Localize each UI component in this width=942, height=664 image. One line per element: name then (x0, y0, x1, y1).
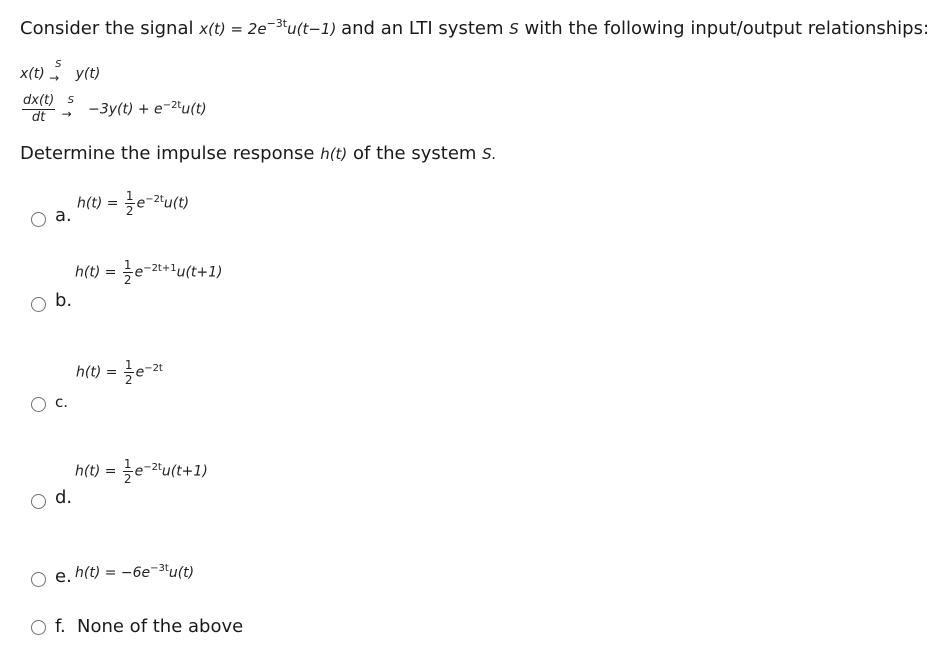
frac-den: 2 (124, 373, 133, 387)
option-c-formula (76, 359, 163, 386)
frac-num: 1 (123, 258, 132, 272)
option-b-formula (75, 259, 223, 286)
option-c-letter: c. (55, 393, 69, 411)
option-f-text: None of the above (77, 616, 244, 637)
arrow-label: S (55, 59, 62, 70)
fraction-denominator: dt (31, 110, 46, 125)
option-b-lhs: h(t) = (75, 264, 121, 281)
option-e-letter: e. (55, 566, 72, 587)
option-b-tail: u(t+1) (176, 264, 223, 281)
option-d-formula (75, 458, 208, 485)
option-c-fraction (124, 359, 134, 386)
option-a-base: e (136, 195, 146, 212)
intro-text-a: Consider the signal (20, 18, 194, 39)
arrow-label-2: S (67, 94, 74, 106)
option-e-exponent: −3t (150, 563, 169, 574)
relationship-2 (20, 94, 207, 125)
prompt-h: h(t) (320, 145, 348, 163)
option-c-base: e (135, 364, 145, 381)
option-c-exponent: −2t (144, 362, 163, 374)
signal-lhs: x(t) = 2e (199, 20, 267, 38)
frac-den: 2 (125, 204, 134, 218)
intro-text-c: with the following input/output relationships: (524, 18, 930, 39)
option-e-lhs: h(t) = −6e (75, 565, 151, 581)
option-d-base: e (134, 463, 144, 480)
option-f-letter: f. (55, 616, 66, 637)
question-line-1 (20, 18, 929, 39)
option-b-base: e (134, 264, 144, 281)
system-arrow (49, 59, 71, 85)
relationship-1 (20, 59, 101, 85)
option-d-lhs: h(t) = (75, 463, 121, 480)
fraction-numerator: dx(t) (23, 93, 55, 108)
derivative-fraction (22, 94, 55, 125)
option-a-formula (77, 190, 189, 217)
system-arrow-2 (61, 94, 84, 121)
option-e-formula (75, 565, 194, 581)
option-d-fraction (123, 458, 133, 485)
option-d-letter: d. (55, 487, 73, 508)
rel2-exponent: −2t (162, 99, 182, 111)
arrow-icon: → (49, 71, 60, 85)
option-b-fraction (123, 259, 133, 286)
option-f-radio[interactable] (31, 620, 46, 635)
rel2-right-b: u(t) (181, 101, 207, 118)
option-a-radio[interactable] (31, 212, 46, 227)
option-d-radio[interactable] (31, 494, 46, 509)
option-c-radio[interactable] (31, 397, 46, 412)
frac-num: 1 (124, 358, 133, 372)
arrow-icon-2: → (61, 106, 72, 121)
rel1-right: y(t) (75, 66, 101, 82)
signal-rhs: u(t−1) (287, 20, 337, 38)
option-d-tail: u(t+1) (161, 463, 208, 480)
option-e-tail: u(t) (168, 565, 195, 581)
option-e-radio[interactable] (31, 572, 46, 587)
option-b-letter: b. (55, 290, 73, 311)
prompt-text-a: Determine the impulse response (20, 143, 315, 164)
system-name: S (509, 20, 519, 38)
prompt-text-b: of the system (353, 143, 477, 164)
option-a-letter: a. (55, 205, 72, 226)
frac-num: 1 (123, 457, 132, 471)
option-b-exponent: −2t+1 (143, 262, 177, 274)
frac-den: 2 (123, 472, 132, 486)
frac-den: 2 (123, 273, 132, 287)
signal-expression (199, 17, 341, 38)
rel2-right-a: −3y(t) + e (88, 101, 163, 118)
option-a-fraction (125, 190, 135, 217)
rel1-left: x(t) (20, 66, 45, 82)
option-b-radio[interactable] (31, 297, 46, 312)
option-d-exponent: −2t (143, 461, 162, 473)
prompt-s: S. (482, 145, 497, 163)
question-prompt (20, 143, 496, 164)
intro-text-b: and an LTI system (341, 18, 504, 39)
option-a-tail: u(t) (163, 195, 190, 212)
option-a-exponent: −2t (145, 193, 164, 205)
option-a-lhs: h(t) = (77, 195, 123, 212)
signal-exponent: −3t (266, 17, 288, 30)
frac-num: 1 (125, 189, 134, 203)
option-c-lhs: h(t) = (76, 364, 122, 381)
